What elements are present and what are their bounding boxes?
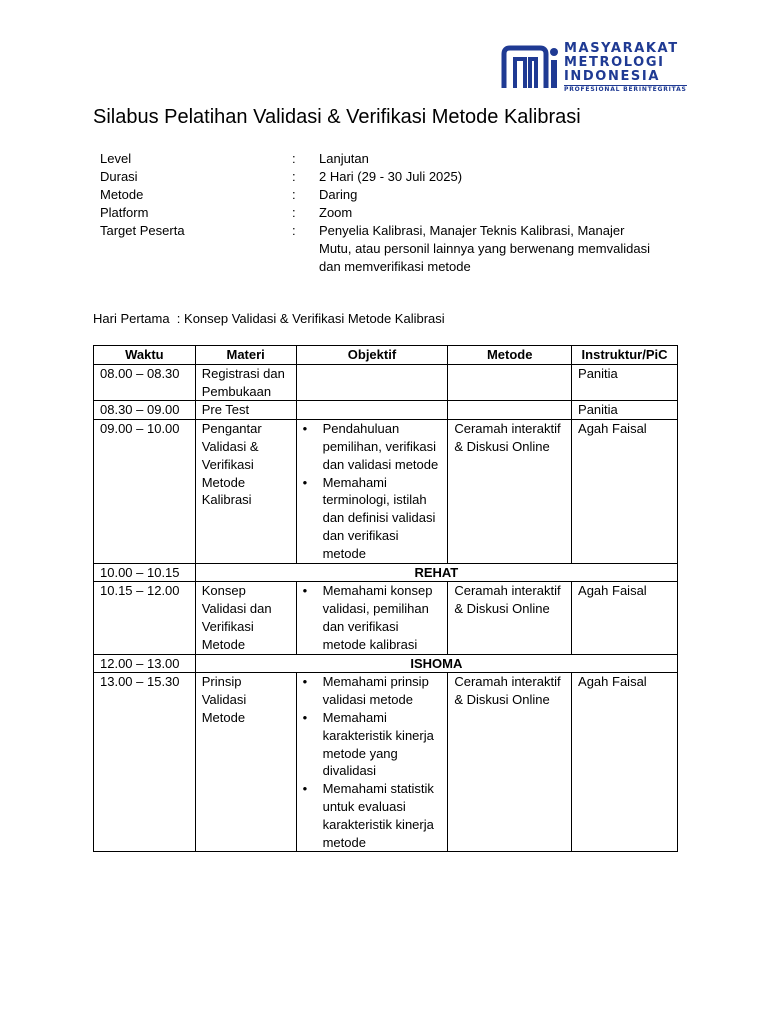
info-label: Metode <box>100 187 144 202</box>
cell-time: 12.00 – 13.00 <box>94 654 196 673</box>
cell-materi: Pre Test <box>195 401 296 420</box>
info-row-durasi <box>100 168 659 186</box>
objective-list <box>303 582 442 653</box>
cell-metode: Ceramah interaktif & Diskusi Online <box>448 420 572 563</box>
info-label: Level <box>100 151 132 166</box>
header-instruktur: Instruktur/PiC <box>572 346 678 365</box>
header-waktu: Waktu <box>94 346 196 365</box>
header-objektif: Objektif <box>296 346 448 365</box>
cell-pic: Agah Faisal <box>572 673 678 852</box>
cell-time: 13.00 – 15.30 <box>94 673 196 852</box>
header-metode: Metode <box>448 346 572 365</box>
day-heading: Hari Pertama : Konsep Validasi & Verifikasi Metode Kalibrasi <box>93 311 445 326</box>
info-colon: : <box>292 205 296 220</box>
organization-logo <box>500 41 687 93</box>
objective-item: • Memahami terminologi, istilah dan definisi validasi dan verifikasi metode <box>303 474 442 563</box>
logo-mark-icon <box>500 44 560 90</box>
table-row <box>94 420 678 563</box>
break-label: ISHOMA <box>195 654 677 673</box>
info-value: Lanjutan <box>319 151 369 166</box>
logo-line-1: MASYARAKAT <box>564 41 679 56</box>
table-row <box>94 364 678 401</box>
header-materi: Materi <box>195 346 296 365</box>
cell-time: 09.00 – 10.00 <box>94 420 196 563</box>
cell-materi: Registrasi dan Pembukaan <box>195 364 296 401</box>
info-label: Target Peserta <box>100 223 185 238</box>
info-value: 2 Hari (29 - 30 Juli 2025) <box>319 169 463 184</box>
cell-metode <box>448 364 572 401</box>
table-row-break <box>94 654 678 673</box>
cell-metode: Ceramah interaktif & Diskusi Online <box>448 673 572 852</box>
cell-pic: Agah Faisal <box>572 420 678 563</box>
cell-materi: Prinsip Validasi Metode <box>195 673 296 852</box>
cell-objektif <box>296 364 448 401</box>
cell-time: 08.30 – 09.00 <box>94 401 196 420</box>
objective-item: • Memahami karakteristik kinerja metode yang divalidasi <box>303 709 442 780</box>
cell-objektif <box>296 582 448 654</box>
info-row-target-peserta <box>100 222 659 276</box>
info-colon: : <box>292 151 296 166</box>
cell-pic: Agah Faisal <box>572 582 678 654</box>
info-value: Daring <box>319 187 358 202</box>
info-colon: : <box>292 223 296 238</box>
info-row-metode <box>100 186 659 204</box>
table-row-break <box>94 563 678 582</box>
cell-time: 08.00 – 08.30 <box>94 364 196 401</box>
logo-line-2: METROLOGI <box>564 55 665 70</box>
logo-tagline: PROFESIONAL BERINTEGRITAS <box>564 86 687 93</box>
info-value: Penyelia Kalibrasi, Manajer Teknis Kalibrasi, Manajer Mutu, atau personil lainnya yang berwenang memvalidasi dan memverifikasi metode <box>319 223 650 274</box>
cell-metode <box>448 401 572 420</box>
info-label: Durasi <box>100 169 138 184</box>
schedule-table <box>93 345 678 852</box>
document-title: Silabus Pelatihan Validasi & Verifikasi Metode Kalibrasi <box>93 106 581 128</box>
objective-item: • Memahami prinsip validasi metode <box>303 673 442 709</box>
table-row <box>94 582 678 654</box>
cell-time: 10.15 – 12.00 <box>94 582 196 654</box>
course-info <box>100 150 659 276</box>
table-row <box>94 673 678 852</box>
info-row-platform <box>100 204 659 222</box>
table-row <box>94 401 678 420</box>
break-label: REHAT <box>195 563 677 582</box>
cell-metode: Ceramah interaktif & Diskusi Online <box>448 582 572 654</box>
logo-line-3: INDONESIA <box>564 69 660 84</box>
cell-objektif <box>296 401 448 420</box>
objective-item: • Memahami statistik untuk evaluasi karakteristik kinerja metode <box>303 780 442 851</box>
cell-objektif <box>296 420 448 563</box>
objective-list <box>303 673 442 851</box>
cell-pic: Panitia <box>572 364 678 401</box>
objective-list <box>303 420 442 562</box>
objective-item: • Pendahuluan pemilihan, verifikasi dan validasi metode <box>303 420 442 473</box>
info-label: Platform <box>100 205 149 220</box>
info-colon: : <box>292 169 296 184</box>
cell-time: 10.00 – 10.15 <box>94 563 196 582</box>
table-header-row <box>94 346 678 365</box>
cell-materi: Pengantar Validasi & Verifikasi Metode Kalibrasi <box>195 420 296 563</box>
cell-objektif <box>296 673 448 852</box>
logo-wordmark <box>564 42 687 94</box>
info-value: Zoom <box>319 205 353 220</box>
info-colon: : <box>292 187 296 202</box>
cell-materi: Konsep Validasi dan Verifikasi Metode <box>195 582 296 654</box>
info-row-level <box>100 150 659 168</box>
cell-pic: Panitia <box>572 401 678 420</box>
objective-item: • Memahami konsep validasi, pemilihan dan verifikasi metode kalibrasi <box>303 582 442 653</box>
